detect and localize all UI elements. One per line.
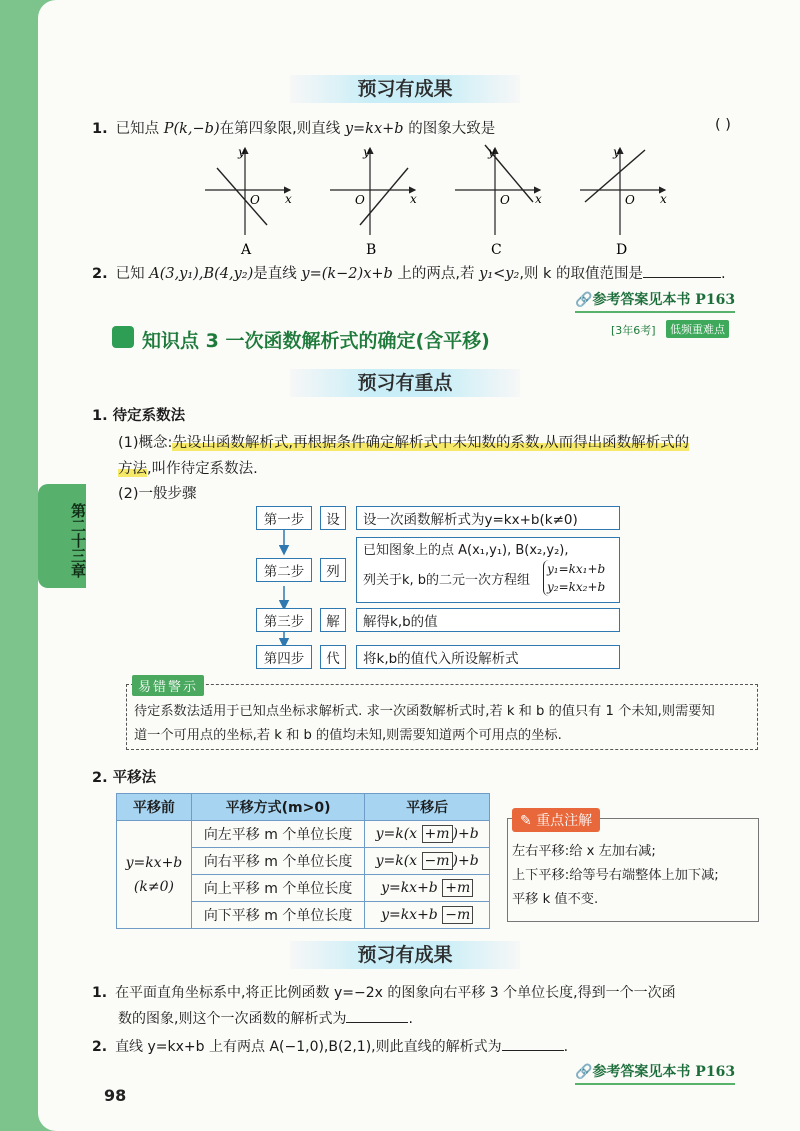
table-row: 向下平移 m 个单位长度 y=kx+b −m — [117, 902, 490, 929]
table-header: 平移方式(m>0) — [191, 794, 364, 821]
step-2-verb: 列 — [320, 558, 346, 582]
graph-b-x: x — [410, 192, 417, 206]
warning-text-2: 道一个可用点的坐标,若 k 和 b 的值均未知,则需要知道两个可用点的坐标. — [134, 728, 562, 743]
step-1-desc: 设一次函数解析式为y=kx+b(k≠0) — [356, 506, 620, 530]
graph-c-y: y — [488, 145, 495, 159]
pencil-icon: ✎ — [520, 813, 537, 829]
step-2-label: 第二步 — [256, 558, 312, 582]
page-number: 98 — [104, 1086, 127, 1105]
results-banner: 预习有成果 — [290, 941, 520, 969]
graph-b-label: B — [366, 242, 377, 258]
chapter-tab: 第二十三章 — [38, 484, 86, 588]
graph-c — [455, 145, 542, 258]
step-4-verb: 代 — [320, 645, 346, 669]
graph-b-origin: O — [355, 193, 365, 207]
graph-a-origin: O — [250, 193, 260, 207]
graph-b-y: y — [363, 145, 370, 159]
concept: (1)概念:先设出函数解析式,再根据条件确定解析式中未知数的系数,从而得出函数解析式的 — [118, 435, 690, 451]
knowledge-title: 知识点 3 一次函数解析式的确定(含平移) — [142, 330, 490, 352]
graph-d-x: x — [660, 192, 667, 206]
step-1-verb: 设 — [320, 506, 346, 530]
key-points-banner: 预习有重点 — [290, 369, 520, 397]
method-2-title: 2. 平移法 — [92, 770, 157, 786]
step-4-label: 第四步 — [256, 645, 312, 669]
translation-table — [116, 793, 490, 929]
table-row: y=kx+b (k≠0) 向左平移 m 个单位长度 y=k(x +m )+b — [117, 821, 490, 848]
note-2: 上下平移:给等号右端整体上加下减; — [512, 868, 719, 883]
graph-c-origin: O — [500, 193, 510, 207]
difficulty-badge: 低频重难点 — [666, 320, 729, 338]
table-header: 平移前 — [117, 794, 192, 821]
graph-b-line — [360, 168, 408, 225]
table-row: 向上平移 m 个单位长度 y=kx+b +m — [117, 875, 490, 902]
graph-c-label: C — [491, 242, 502, 258]
table-row: 向右平移 m 个单位长度 y=k(x −m )+b — [117, 848, 490, 875]
option-graphs — [195, 140, 715, 265]
question-4: 2. 直线 y=kx+b 上有两点 A(−1,0),B(2,1),则此直线的解析式为 . — [92, 1036, 568, 1056]
warning-text-1: 待定系数法适用于已知点坐标求解析式. 求一次函数解析式时,若 k 和 b 的值只有 1 个未知,则需要知 — [134, 704, 715, 719]
question-3: 1. 在平面直角坐标系中,将正比例函数 y=−2x 的图象向右平移 3 个单位长度,得到一个一次函 — [92, 985, 676, 1001]
graph-b — [330, 145, 417, 258]
step-3-desc: 解得k,b的值 — [356, 608, 620, 632]
knowledge-icon — [112, 326, 134, 348]
graph-a-label: A — [241, 242, 252, 258]
graph-d-y: y — [613, 145, 620, 159]
graph-a-y: y — [238, 145, 245, 159]
answer-reference-2[interactable]: 🔗参考答案见本书 P163 — [575, 1061, 735, 1085]
note-1: 左右平移:给 x 左加右减; — [512, 844, 656, 859]
step-2-desc: 已知图象上的点 A(x₁,y₁), B(x₂,y₂), 列关于k, b的二元一次方程组 y₁=kx₁+b y₂=kx₂+b — [356, 537, 620, 603]
answer-blank — [643, 263, 721, 278]
graph-c-x: x — [535, 192, 542, 206]
table-header: 平移后 — [365, 794, 490, 821]
graph-d-label: D — [616, 242, 628, 258]
step-3-verb: 解 — [320, 608, 346, 632]
answer-reference[interactable]: 🔗参考答案见本书 P163 — [575, 289, 735, 313]
concept-cont: 方法,叫作待定系数法. — [118, 461, 258, 477]
method-1-title: 1. 待定系数法 — [92, 408, 186, 424]
question-3-cont: 数的图象,则这个一次函数的解析式为 . — [118, 1008, 413, 1028]
graph-a — [205, 145, 292, 258]
note-label: ✎ 重点注解 — [512, 808, 600, 832]
table-before: y=kx+b (k≠0) — [117, 821, 192, 929]
answer-blank — [502, 1036, 564, 1051]
question-1: 1. 已知点 P(k,−b)在第四象限,则直线 y=kx+b 的图象大致是 — [92, 121, 496, 137]
warning-label: 易错警示 — [132, 675, 204, 696]
graph-a-x: x — [285, 192, 292, 206]
step-4-desc: 将k,b的值代入所设解析式 — [356, 645, 620, 669]
steps-title: (2)一般步骤 — [118, 486, 197, 502]
answer-blank — [346, 1008, 408, 1023]
question-2: 2. 已知 A(3,y₁),B(4,y₂)是直线 y=(k−2)x+b 上的两点,若 y₁<y₂,则 k 的取值范围是 . — [92, 262, 726, 283]
answer-paren: ( ) — [715, 117, 731, 133]
note-3: 平移 k 值不变. — [512, 892, 599, 907]
section-banner: 预习有成果 — [290, 75, 520, 103]
step-3-label: 第三步 — [256, 608, 312, 632]
graph-d — [580, 145, 667, 258]
graph-d-origin: O — [625, 193, 635, 207]
step-1-label: 第一步 — [256, 506, 312, 530]
exam-frequency: [3年6考] — [611, 324, 656, 337]
